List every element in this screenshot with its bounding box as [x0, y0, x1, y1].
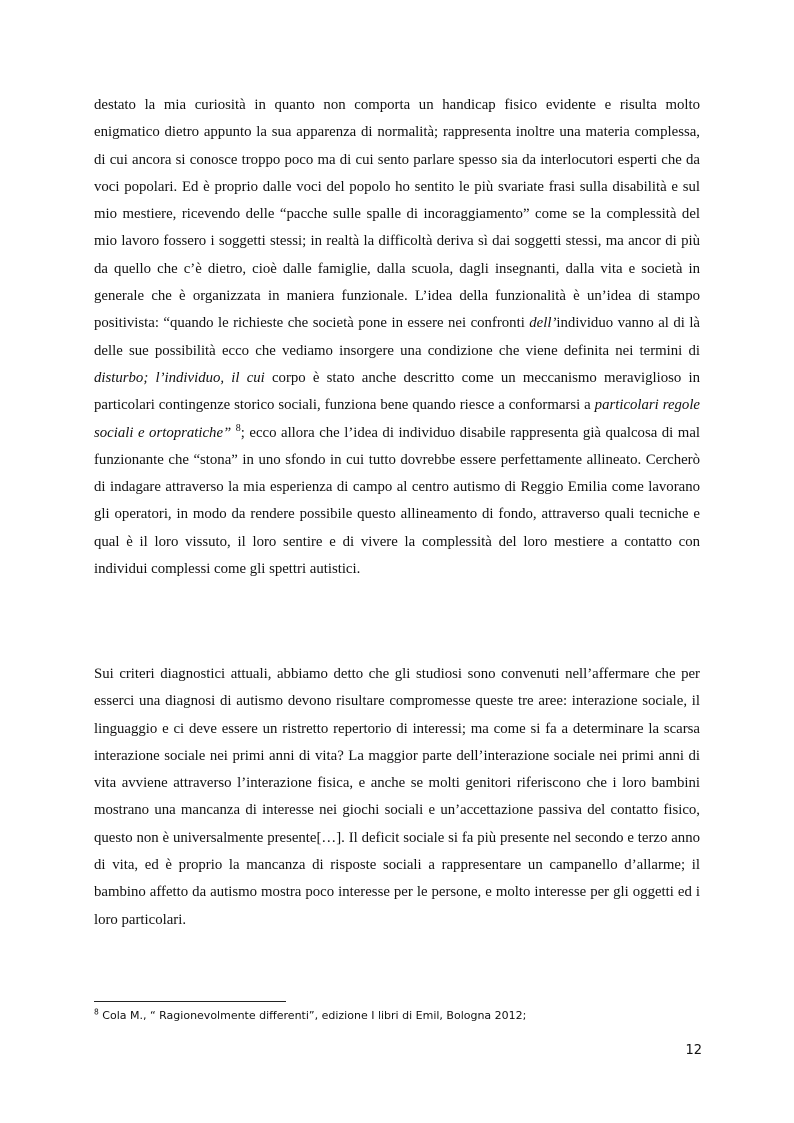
- paragraph-segment: corpo è stato anche descritto come un meccanismo meraviglioso in particolari contingenze storico sociali, funziona bene quando riesce a conformarsi a: [94, 369, 700, 414]
- paragraph-segment: individuo vanno al di là delle sue possibilità ecco che vediamo insorgere una condizione che viene definita nei termini di: [94, 315, 700, 359]
- paragraph-text: [94, 92, 700, 583]
- paragraph-segment: ; ecco allora che l’idea di individuo disabile rappresenta già qualcosa di mal funzionante che “stona” in uno sfondo in cui tutto dovrebbe essere perfettamente allineato. Cercherò di indagare attraverso la mia esperienza di campo al centro autismo di Reggio Emilia come lavorano gli operatori, in modo da rendere possibile questo allineamento di fondo, attraverso quali tecniche e qual è il loro vissuto, il loro sentire e di vivere la complessità del loro mestiere a contatto con individui complessi come gli spettri autistici.: [94, 424, 700, 578]
- footnote-text: Cola M., “ Ragionevolmente differenti”, edizione I libri di Emil, Bologna 2012;: [98, 1009, 527, 1022]
- paragraph-text: Sui criteri diagnostici attuali, abbiamo detto che gli studiosi sono convenuti nell’affermare che per esserci una diagnosi di autismo devono risultare compromesse queste tre aree: interazione sociale, il linguaggio e ci deve essere un ristretto repertorio di interessi; ma come si fa a determinare la scarsa interazione sociale nei primi anni di vita? La maggior parte dell’interazione sociale nei primi anni di vita avviene attraverso l’interazione fisica, e anche se molti genitori riferiscono che i loro bambini mostrano una mancanza di interesse nei giochi sociali e un’accettazione passiva del contatto fisico, questo non è universalmente presente[…]. Il deficit sociale si fa più presente nel secondo e terzo anno di vita, ed è proprio la mancanza di risposte sociali a rappresentare un campanello d’allarme; il bambino affetto da autismo mostra poco interesse per le persone, e molto interesse per gli oggetti ed i loro particolari.: [94, 666, 700, 928]
- footnote-reference[interactable]: 8: [235, 422, 241, 434]
- paragraph-segment: destato la mia curiosità in quanto non comporta un handicap fisico evidente e risulta molto enigmatico dietro appunto la sua apparenza di normalità; rappresenta inoltre una materia complessa, di cui ancora si conosce troppo poco ma di cui sento parlare spesso sia da interlocutori esperti che da voci popolari. Ed è proprio dalle voci del popolo ho sentito le più svariate frasi sulla disabilità e sul mio mestiere, ricevendo delle “pacche sulle spalle di incoraggiamento” come se la complessità del mio lavoro fossero i soggetti stessi; in realtà la difficoltà deriva sì dai soggetti stessi, ma ancor di più da quello che c’è dietro, cioè dalle famiglie, dalla scuola, dagli insegnanti, dalla vita e società in generale che è organizzata in maniera funzionale. L’idea della funzionalità è un’idea di stampo positivista: “quando le richieste che società pone in essere nei confronti: [94, 97, 700, 332]
- body-paragraph-2: [94, 661, 700, 934]
- italic-segment: disturbo; l’individuo, il cui: [94, 369, 265, 386]
- footnote: [94, 1008, 700, 1024]
- italic-segment: dell’: [529, 315, 557, 332]
- italic-segment: particolari regole sociali e ortopratiche”: [94, 397, 700, 441]
- body-paragraph-1: [94, 92, 700, 583]
- footnote-number: 8: [94, 1007, 99, 1017]
- page-number: 12: [685, 1043, 702, 1058]
- footnote-separator: [94, 1001, 286, 1002]
